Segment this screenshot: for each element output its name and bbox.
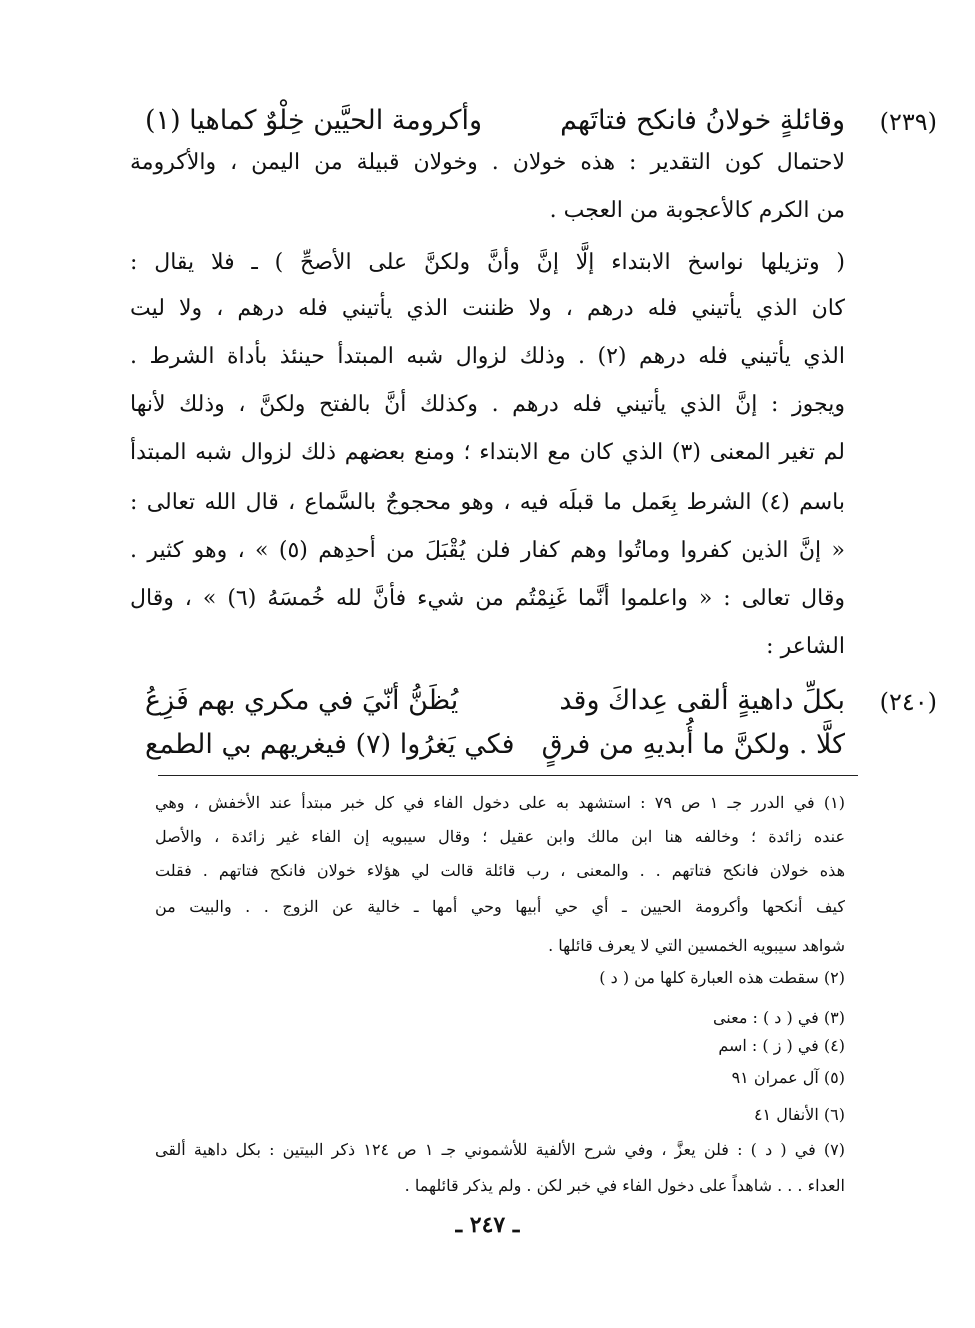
body-line: كان الذي يأتيني فله درهم ، ولا ظننت الذي يأتيني فله درهم ، ولا ليت — [130, 296, 845, 321]
body-line: وقال تعالى : « واعلموا أنَّما غَنِمْتُم من شيء فأنَّ لله خُمسَهُ (٦) » ، وقال — [130, 586, 845, 611]
footnote-line: (٢) سقطت هذه العبارة كلها من ( د ) — [599, 968, 845, 987]
verse-hemistich-left: فكي يَغرُوا (٧) فيغريهم بي الطمع — [145, 729, 515, 760]
body-line: باسم (٤) الشرط بِعَمل ما قبلَه فيه ، وهو محجوجٌ بالسَّماع ، قال الله تعالى : — [130, 490, 845, 515]
body-line: لاحتمال كون التقدير : هذه خولان . وخولان قبيلة من اليمن ، والأكرومة — [130, 150, 845, 175]
verse-hemistich-right: بكلِّ داهيةٍ ألقى عِداكَ وقد — [559, 685, 845, 716]
body-line: الشاعر : — [766, 634, 845, 659]
footnote-line: كيف أنكحها وأكرومة الحيين ـ أي حي أبيها وحي أمها ـ خالية عن الزوج . . والبيت من — [155, 897, 845, 916]
verse-hemistich-right: وقائلةٍ خولانُ فانكح فتاتَهم — [560, 105, 845, 136]
body-line: ( وتزيلها نواسخ الابتداء إلَّا إنَّ وأنَّ ولكنَّ على الأصحِّ ) ـ فلا يقال : — [130, 250, 845, 275]
body-line: لم تغير المعنى (٣) الذي كان مع الابتداء ؛ ومنع بعضهم ذلك لزوال شبه المبتدأ — [130, 440, 845, 465]
footnote-line: (٣) في ( د ) : معنى — [712, 1008, 845, 1027]
body-line: ويجوز : إنَّ الذي يأتيني فله درهم . وكذلك أنَّ بالفتح ولكنَّ ، وذلك لأنها — [130, 392, 845, 417]
footnote-separator — [158, 775, 858, 776]
body-line: « إنَّ الذين كفروا وماتُوا وهم كفار فلن يُقْبَلَ من أحدِهم (٥) » ، وهو كثير . — [130, 538, 845, 563]
footnote-line: (٦) الأنفال ٤١ — [753, 1105, 845, 1124]
footnote-line: (٧) في ( د ) : فلن يعزَّ ، وفي شرح الألفية للأشموني جـ ١ ص ١٢٤ ذكر البيتين : بكل داهية ألقى — [155, 1140, 846, 1159]
footnote-line: هذه خولان فانكح فتاتهم . . والمعنى ، رب قائلة قالت لي هؤلاء خولان فانكح فتاتهم . فقلت — [155, 861, 846, 880]
body-line: من الكرم كالأعجوبة من العجب . — [549, 198, 845, 223]
verse-line — [145, 724, 845, 766]
verse-number: (٢٤٠) — [879, 688, 937, 716]
footnote-line: العداء . . . شاهداً على دخول الفاء في خبر لكن . ولم يذكر قائلهما . — [404, 1176, 845, 1195]
verse-number: (٢٣٩) — [879, 108, 937, 136]
verse-line — [145, 100, 845, 142]
verse-hemistich-left: يُظَنُّ أنّيَ في مكري بهم فَزِعُ — [145, 685, 459, 716]
page-number: ـ ٢٤٧ ـ — [455, 1212, 520, 1238]
verse-hemistich-left: وأكرومة الحيَّين خِلْوٌ كماهيا (١) — [145, 105, 483, 136]
footnote-line: عنده زائدة ؛ وخالفه هنا ابن مالك وابن عقيل ؛ وقال سيبويه إن الفاء غير زائدة ، والأصل — [155, 827, 845, 846]
verse-hemistich-right: كلَّا . ولكنَّ ما أُبديهِ من فرقٍ — [541, 729, 845, 760]
verse-line — [145, 680, 845, 722]
footnote-line: (٥) آل عمران ٩١ — [731, 1068, 845, 1087]
footnote-line: شواهد سيبويه الخمسين التي لا يعرف قائلها . — [548, 936, 845, 955]
footnote-line: (١) في الدرر جـ ١ ص ٧٩ : استشهد به على دخول الفاء في كل خبر مبتدأ عند الأخفش ، وهي — [155, 793, 846, 812]
footnote-line: (٤) في ( ز ) : اسم — [718, 1036, 845, 1055]
body-line: الذي يأتيني فله درهم (٢) . وذلك لزوال شبه المبتدأ حينئذ بأداة الشرط . — [130, 344, 845, 369]
